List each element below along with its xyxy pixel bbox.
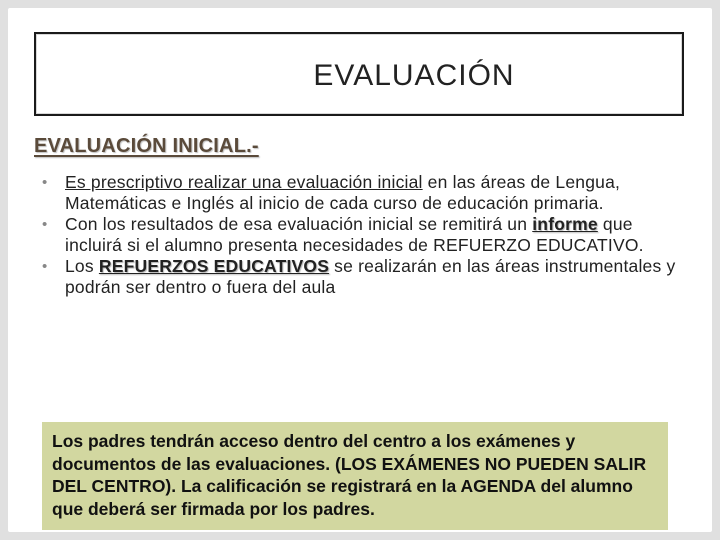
bullet-list <box>42 172 682 298</box>
bullet-emphasis: Es prescriptivo realizar una evaluación inicial <box>65 172 423 192</box>
note-box: Los padres tendrán acceso dentro del centro a los exámenes y documentos de las evaluaciones. (LOS EXÁMENES NO PUEDEN SALIR DEL CENTRO). La calificación se registrará en la AGENDA del alumno que deberá ser firmada por los padres. <box>42 422 668 530</box>
bullet-text: Con los resultados de esa evaluación inicial se remitirá un <box>65 214 533 234</box>
section-heading: EVALUACIÓN INICIAL.- <box>34 135 259 157</box>
bullet-item <box>42 172 682 214</box>
bullet-text: que incluirá si el alumno presenta necesidades de REFUERZO EDUCATIVO. <box>65 214 644 255</box>
bullet-item <box>42 214 682 256</box>
slide-title: EVALUACIÓN <box>313 59 515 92</box>
bullet-text: Los <box>65 256 99 276</box>
bullet-icon: • <box>42 174 48 191</box>
slide <box>8 8 712 532</box>
bullet-icon: • <box>42 258 48 275</box>
title-box <box>34 32 684 116</box>
bullet-icon: • <box>42 216 48 233</box>
bullet-emphasis: informe <box>532 214 598 234</box>
bullet-emphasis: REFUERZOS EDUCATIVOS <box>98 256 330 276</box>
bullet-item <box>42 256 682 298</box>
bullet-text: en las áreas de Lengua, Matemáticas e Inglés al inicio de cada curso de educación primaria. <box>65 172 621 213</box>
bullet-text: se realizarán en las áreas instrumentales y podrán ser dentro o fuera del aula <box>65 256 676 297</box>
